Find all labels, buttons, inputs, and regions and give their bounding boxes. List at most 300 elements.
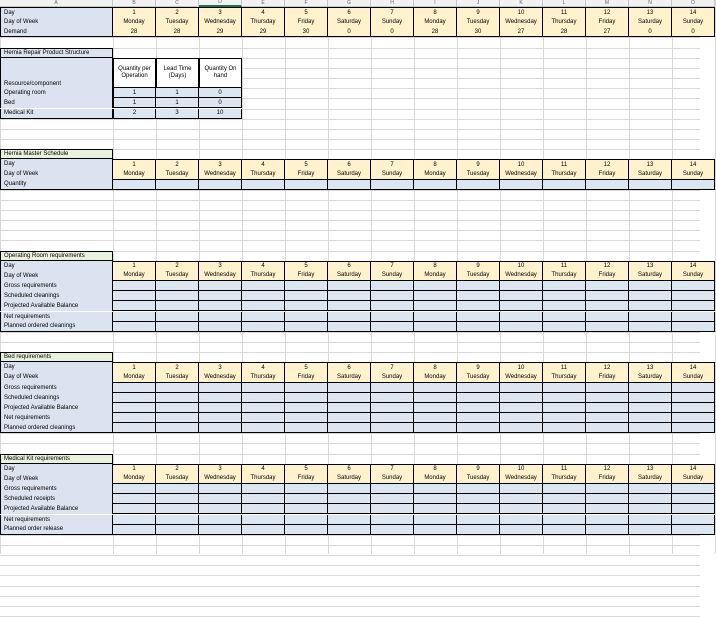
input-cell[interactable] xyxy=(500,383,543,393)
input-cell[interactable] xyxy=(457,291,500,301)
day-cell[interactable]: 14 xyxy=(672,464,715,474)
day-cell[interactable]: 8 xyxy=(414,362,457,372)
input-cell[interactable] xyxy=(113,281,156,291)
input-cell[interactable] xyxy=(156,423,199,433)
weekday-cell[interactable]: Friday xyxy=(586,169,629,179)
input-cell[interactable] xyxy=(414,301,457,311)
input-cell[interactable] xyxy=(672,180,715,190)
weekday-cell[interactable]: Wednesday xyxy=(199,372,242,382)
input-cell[interactable] xyxy=(328,494,371,504)
weekday-cell[interactable]: Friday xyxy=(586,474,629,484)
day-cell[interactable]: 7 xyxy=(371,7,414,17)
input-cell[interactable] xyxy=(543,413,586,423)
day-cell[interactable]: 11 xyxy=(543,362,586,372)
weekday-cell[interactable]: Thursday xyxy=(543,271,586,281)
input-cell[interactable] xyxy=(328,291,371,301)
input-cell[interactable] xyxy=(629,180,672,190)
day-cell[interactable]: 3 xyxy=(199,261,242,271)
input-cell[interactable] xyxy=(629,423,672,433)
column-header-f[interactable]: F xyxy=(285,0,328,7)
input-cell[interactable] xyxy=(113,515,156,525)
resource-value-cell[interactable]: 2 xyxy=(113,109,156,119)
day-cell[interactable]: 4 xyxy=(242,261,285,271)
day-cell[interactable]: 13 xyxy=(629,159,672,169)
input-cell[interactable] xyxy=(285,312,328,322)
input-cell[interactable] xyxy=(586,504,629,514)
day-cell[interactable]: 2 xyxy=(156,464,199,474)
row-label[interactable]: Day xyxy=(0,159,113,169)
input-cell[interactable] xyxy=(371,301,414,311)
column-header-o[interactable]: O xyxy=(672,0,715,7)
input-cell[interactable] xyxy=(285,515,328,525)
row-label[interactable]: Day of Week xyxy=(0,474,113,484)
weekday-cell[interactable]: Tuesday xyxy=(156,474,199,484)
day-cell[interactable]: 1 xyxy=(113,261,156,271)
input-cell[interactable] xyxy=(199,322,242,332)
input-cell[interactable] xyxy=(457,423,500,433)
demand-cell[interactable]: 30 xyxy=(285,27,328,37)
input-cell[interactable] xyxy=(543,301,586,311)
day-cell[interactable]: 10 xyxy=(500,7,543,17)
input-cell[interactable] xyxy=(500,312,543,322)
input-cell[interactable] xyxy=(199,484,242,494)
weekday-cell[interactable]: Thursday xyxy=(242,169,285,179)
weekday-cell[interactable]: Wednesday xyxy=(199,169,242,179)
input-cell[interactable] xyxy=(457,504,500,514)
input-cell[interactable] xyxy=(414,504,457,514)
input-cell[interactable] xyxy=(285,180,328,190)
input-cell[interactable] xyxy=(371,403,414,413)
input-cell[interactable] xyxy=(113,494,156,504)
day-cell[interactable]: 11 xyxy=(543,464,586,474)
day-cell[interactable]: 9 xyxy=(457,159,500,169)
input-cell[interactable] xyxy=(457,403,500,413)
input-cell[interactable] xyxy=(586,281,629,291)
input-cell[interactable] xyxy=(500,484,543,494)
weekday-cell[interactable]: Sunday xyxy=(371,372,414,382)
input-cell[interactable] xyxy=(672,423,715,433)
weekday-cell[interactable]: Saturday xyxy=(629,271,672,281)
input-cell[interactable] xyxy=(586,484,629,494)
demand-cell[interactable]: 28 xyxy=(156,27,199,37)
input-cell[interactable] xyxy=(156,383,199,393)
input-cell[interactable] xyxy=(414,403,457,413)
input-cell[interactable] xyxy=(672,504,715,514)
input-cell[interactable] xyxy=(285,393,328,403)
input-cell[interactable] xyxy=(672,403,715,413)
input-cell[interactable] xyxy=(199,504,242,514)
input-cell[interactable] xyxy=(242,403,285,413)
row-label[interactable]: Gross requirements xyxy=(0,484,113,494)
input-cell[interactable] xyxy=(113,423,156,433)
demand-cell[interactable]: 30 xyxy=(457,27,500,37)
input-cell[interactable] xyxy=(586,291,629,301)
weekday-cell[interactable]: Monday xyxy=(414,271,457,281)
input-cell[interactable] xyxy=(500,403,543,413)
weekday-cell[interactable]: Monday xyxy=(113,474,156,484)
demand-cell[interactable]: 28 xyxy=(414,27,457,37)
day-cell[interactable]: 5 xyxy=(285,7,328,17)
demand-cell[interactable]: 0 xyxy=(672,27,715,37)
weekday-cell[interactable]: Monday xyxy=(113,17,156,27)
input-cell[interactable] xyxy=(543,393,586,403)
day-cell[interactable]: 3 xyxy=(199,7,242,17)
input-cell[interactable] xyxy=(457,494,500,504)
input-cell[interactable] xyxy=(199,525,242,535)
day-cell[interactable]: 8 xyxy=(414,261,457,271)
day-cell[interactable]: 13 xyxy=(629,261,672,271)
input-cell[interactable] xyxy=(285,403,328,413)
input-cell[interactable] xyxy=(242,423,285,433)
input-cell[interactable] xyxy=(457,281,500,291)
column-header-k[interactable]: K xyxy=(500,0,543,7)
row-label[interactable]: Gross requirements xyxy=(0,281,113,291)
input-cell[interactable] xyxy=(371,312,414,322)
input-cell[interactable] xyxy=(586,393,629,403)
demand-cell[interactable]: 27 xyxy=(500,27,543,37)
row-label[interactable]: Day xyxy=(0,261,113,271)
weekday-cell[interactable]: Tuesday xyxy=(457,169,500,179)
day-cell[interactable]: 5 xyxy=(285,464,328,474)
day-cell[interactable]: 6 xyxy=(328,7,371,17)
input-cell[interactable] xyxy=(199,312,242,322)
row-label[interactable]: Gross requirements xyxy=(0,383,113,393)
input-cell[interactable] xyxy=(500,494,543,504)
input-cell[interactable] xyxy=(500,525,543,535)
column-header-j[interactable]: J xyxy=(457,0,500,7)
weekday-cell[interactable]: Monday xyxy=(414,169,457,179)
input-cell[interactable] xyxy=(328,383,371,393)
input-cell[interactable] xyxy=(328,301,371,311)
column-header-c[interactable]: C xyxy=(156,0,199,7)
input-cell[interactable] xyxy=(672,281,715,291)
weekday-cell[interactable]: Friday xyxy=(586,271,629,281)
input-cell[interactable] xyxy=(242,383,285,393)
weekday-cell[interactable]: Sunday xyxy=(371,474,414,484)
weekday-cell[interactable]: Wednesday xyxy=(500,17,543,27)
input-cell[interactable] xyxy=(672,484,715,494)
input-cell[interactable] xyxy=(328,322,371,332)
input-cell[interactable] xyxy=(285,301,328,311)
weekday-cell[interactable]: Thursday xyxy=(543,169,586,179)
input-cell[interactable] xyxy=(414,494,457,504)
day-cell[interactable]: 14 xyxy=(672,7,715,17)
input-cell[interactable] xyxy=(199,494,242,504)
input-cell[interactable] xyxy=(543,403,586,413)
column-header-n[interactable]: N xyxy=(629,0,672,7)
input-cell[interactable] xyxy=(156,504,199,514)
day-cell[interactable]: 9 xyxy=(457,7,500,17)
input-cell[interactable] xyxy=(414,525,457,535)
day-cell[interactable]: 4 xyxy=(242,159,285,169)
weekday-cell[interactable]: Sunday xyxy=(672,17,715,27)
demand-cell[interactable]: 29 xyxy=(199,27,242,37)
row-label[interactable]: Scheduled receipts xyxy=(0,494,113,504)
input-cell[interactable] xyxy=(113,413,156,423)
input-cell[interactable] xyxy=(371,484,414,494)
input-cell[interactable] xyxy=(242,504,285,514)
weekday-cell[interactable]: Tuesday xyxy=(156,372,199,382)
input-cell[interactable] xyxy=(414,291,457,301)
weekday-cell[interactable]: Thursday xyxy=(242,372,285,382)
input-cell[interactable] xyxy=(414,484,457,494)
input-cell[interactable] xyxy=(629,515,672,525)
resource-value-cell[interactable]: 1 xyxy=(156,98,199,108)
input-cell[interactable] xyxy=(500,393,543,403)
row-label[interactable]: Projected Available Balance xyxy=(0,504,113,514)
input-cell[interactable] xyxy=(543,383,586,393)
input-cell[interactable] xyxy=(457,322,500,332)
input-cell[interactable] xyxy=(457,413,500,423)
input-cell[interactable] xyxy=(199,403,242,413)
input-cell[interactable] xyxy=(629,484,672,494)
input-cell[interactable] xyxy=(113,383,156,393)
input-cell[interactable] xyxy=(242,525,285,535)
day-cell[interactable]: 8 xyxy=(414,7,457,17)
input-cell[interactable] xyxy=(199,291,242,301)
input-cell[interactable] xyxy=(285,525,328,535)
input-cell[interactable] xyxy=(371,413,414,423)
day-cell[interactable]: 8 xyxy=(414,159,457,169)
input-cell[interactable] xyxy=(156,484,199,494)
day-cell[interactable]: 3 xyxy=(199,362,242,372)
input-cell[interactable] xyxy=(672,413,715,423)
weekday-cell[interactable]: Saturday xyxy=(629,169,672,179)
row-label[interactable]: Projected Available Balance xyxy=(0,403,113,413)
weekday-cell[interactable]: Saturday xyxy=(328,474,371,484)
column-header-a[interactable]: A xyxy=(0,0,113,7)
weekday-cell[interactable]: Thursday xyxy=(242,17,285,27)
weekday-cell[interactable]: Tuesday xyxy=(156,271,199,281)
input-cell[interactable] xyxy=(285,281,328,291)
row-label[interactable]: Net requirements xyxy=(0,312,113,322)
weekday-cell[interactable]: Monday xyxy=(113,372,156,382)
weekday-cell[interactable]: Thursday xyxy=(543,474,586,484)
weekday-cell[interactable]: Tuesday xyxy=(457,372,500,382)
input-cell[interactable] xyxy=(242,413,285,423)
day-cell[interactable]: 6 xyxy=(328,464,371,474)
weekday-cell[interactable]: Thursday xyxy=(543,17,586,27)
input-cell[interactable] xyxy=(156,393,199,403)
weekday-cell[interactable]: Tuesday xyxy=(156,17,199,27)
weekday-cell[interactable]: Sunday xyxy=(371,169,414,179)
input-cell[interactable] xyxy=(414,423,457,433)
input-cell[interactable] xyxy=(371,383,414,393)
row-label[interactable]: Quantity xyxy=(0,180,113,190)
day-cell[interactable]: 4 xyxy=(242,7,285,17)
weekday-cell[interactable]: Monday xyxy=(113,271,156,281)
weekday-cell[interactable]: Tuesday xyxy=(457,474,500,484)
weekday-cell[interactable]: Friday xyxy=(285,474,328,484)
input-cell[interactable] xyxy=(242,484,285,494)
weekday-cell[interactable]: Saturday xyxy=(328,169,371,179)
input-cell[interactable] xyxy=(629,312,672,322)
input-cell[interactable] xyxy=(629,393,672,403)
day-cell[interactable]: 5 xyxy=(285,362,328,372)
day-cell[interactable]: 9 xyxy=(457,261,500,271)
day-cell[interactable]: 8 xyxy=(414,464,457,474)
day-cell[interactable]: 5 xyxy=(285,159,328,169)
input-cell[interactable] xyxy=(242,312,285,322)
input-cell[interactable] xyxy=(414,322,457,332)
input-cell[interactable] xyxy=(328,525,371,535)
input-cell[interactable] xyxy=(629,322,672,332)
input-cell[interactable] xyxy=(156,180,199,190)
column-header-m[interactable]: M xyxy=(586,0,629,7)
day-cell[interactable]: 3 xyxy=(199,159,242,169)
day-cell[interactable]: 7 xyxy=(371,362,414,372)
weekday-cell[interactable]: Sunday xyxy=(371,17,414,27)
input-cell[interactable] xyxy=(328,484,371,494)
input-cell[interactable] xyxy=(543,423,586,433)
weekday-cell[interactable]: Saturday xyxy=(629,17,672,27)
input-cell[interactable] xyxy=(500,413,543,423)
input-cell[interactable] xyxy=(500,515,543,525)
input-cell[interactable] xyxy=(672,322,715,332)
weekday-cell[interactable]: Friday xyxy=(285,271,328,281)
day-cell[interactable]: 12 xyxy=(586,464,629,474)
input-cell[interactable] xyxy=(457,383,500,393)
input-cell[interactable] xyxy=(672,312,715,322)
input-cell[interactable] xyxy=(199,515,242,525)
row-label[interactable]: Day of Week xyxy=(0,169,113,179)
input-cell[interactable] xyxy=(457,393,500,403)
input-cell[interactable] xyxy=(242,494,285,504)
input-cell[interactable] xyxy=(328,180,371,190)
day-cell[interactable]: 11 xyxy=(543,7,586,17)
input-cell[interactable] xyxy=(113,525,156,535)
input-cell[interactable] xyxy=(199,180,242,190)
input-cell[interactable] xyxy=(156,413,199,423)
input-cell[interactable] xyxy=(586,322,629,332)
weekday-cell[interactable]: Wednesday xyxy=(500,271,543,281)
day-cell[interactable]: 1 xyxy=(113,464,156,474)
input-cell[interactable] xyxy=(629,504,672,514)
input-cell[interactable] xyxy=(629,281,672,291)
input-cell[interactable] xyxy=(371,423,414,433)
input-cell[interactable] xyxy=(156,403,199,413)
input-cell[interactable] xyxy=(500,281,543,291)
input-cell[interactable] xyxy=(500,180,543,190)
input-cell[interactable] xyxy=(242,291,285,301)
weekday-cell[interactable]: Sunday xyxy=(672,271,715,281)
input-cell[interactable] xyxy=(328,312,371,322)
demand-cell[interactable]: 28 xyxy=(113,27,156,37)
day-cell[interactable]: 2 xyxy=(156,159,199,169)
input-cell[interactable] xyxy=(285,504,328,514)
day-cell[interactable]: 12 xyxy=(586,7,629,17)
input-cell[interactable] xyxy=(586,525,629,535)
input-cell[interactable] xyxy=(672,383,715,393)
day-cell[interactable]: 11 xyxy=(543,261,586,271)
input-cell[interactable] xyxy=(371,504,414,514)
input-cell[interactable] xyxy=(371,515,414,525)
input-cell[interactable] xyxy=(500,322,543,332)
input-cell[interactable] xyxy=(328,423,371,433)
input-cell[interactable] xyxy=(199,393,242,403)
weekday-cell[interactable]: Monday xyxy=(414,17,457,27)
day-cell[interactable]: 10 xyxy=(500,362,543,372)
input-cell[interactable] xyxy=(371,322,414,332)
input-cell[interactable] xyxy=(414,413,457,423)
input-cell[interactable] xyxy=(543,312,586,322)
input-cell[interactable] xyxy=(414,515,457,525)
weekday-cell[interactable]: Saturday xyxy=(629,474,672,484)
day-cell[interactable]: 12 xyxy=(586,159,629,169)
input-cell[interactable] xyxy=(113,403,156,413)
demand-cell[interactable]: 0 xyxy=(328,27,371,37)
input-cell[interactable] xyxy=(285,383,328,393)
input-cell[interactable] xyxy=(629,494,672,504)
input-cell[interactable] xyxy=(199,383,242,393)
row-label[interactable]: Scheduled cleanings xyxy=(0,291,113,301)
input-cell[interactable] xyxy=(113,180,156,190)
input-cell[interactable] xyxy=(285,484,328,494)
input-cell[interactable] xyxy=(672,515,715,525)
day-cell[interactable]: 11 xyxy=(543,159,586,169)
day-cell[interactable]: 6 xyxy=(328,362,371,372)
weekday-cell[interactable]: Friday xyxy=(586,372,629,382)
input-cell[interactable] xyxy=(113,291,156,301)
day-cell[interactable]: 6 xyxy=(328,159,371,169)
day-cell[interactable]: 12 xyxy=(586,261,629,271)
day-cell[interactable]: 1 xyxy=(113,159,156,169)
weekday-cell[interactable]: Wednesday xyxy=(199,474,242,484)
weekday-cell[interactable]: Wednesday xyxy=(199,271,242,281)
input-cell[interactable] xyxy=(543,322,586,332)
input-cell[interactable] xyxy=(285,291,328,301)
row-label[interactable]: Planned ordered cleanings xyxy=(0,423,113,433)
weekday-cell[interactable]: Thursday xyxy=(543,372,586,382)
day-cell[interactable]: 4 xyxy=(242,362,285,372)
day-cell[interactable]: 10 xyxy=(500,261,543,271)
row-label[interactable]: Day xyxy=(0,362,113,372)
input-cell[interactable] xyxy=(371,494,414,504)
day-cell[interactable]: 7 xyxy=(371,464,414,474)
day-cell[interactable]: 4 xyxy=(242,464,285,474)
day-cell[interactable]: 10 xyxy=(500,159,543,169)
input-cell[interactable] xyxy=(156,515,199,525)
resource-value-cell[interactable]: 1 xyxy=(156,88,199,98)
input-cell[interactable] xyxy=(242,322,285,332)
weekday-cell[interactable]: Monday xyxy=(414,372,457,382)
column-header-d[interactable]: D xyxy=(199,0,242,7)
input-cell[interactable] xyxy=(199,281,242,291)
input-cell[interactable] xyxy=(371,291,414,301)
input-cell[interactable] xyxy=(543,494,586,504)
input-cell[interactable] xyxy=(543,525,586,535)
column-header-l[interactable]: L xyxy=(543,0,586,7)
input-cell[interactable] xyxy=(113,393,156,403)
weekday-cell[interactable]: Monday xyxy=(113,169,156,179)
input-cell[interactable] xyxy=(371,180,414,190)
resource-value-cell[interactable]: 1 xyxy=(113,88,156,98)
weekday-cell[interactable]: Wednesday xyxy=(500,372,543,382)
input-cell[interactable] xyxy=(328,504,371,514)
row-label[interactable]: Day xyxy=(0,464,113,474)
input-cell[interactable] xyxy=(457,525,500,535)
demand-cell[interactable]: 0 xyxy=(371,27,414,37)
input-cell[interactable] xyxy=(242,301,285,311)
resource-value-cell[interactable]: 0 xyxy=(199,88,242,98)
input-cell[interactable] xyxy=(500,504,543,514)
demand-cell[interactable]: 28 xyxy=(543,27,586,37)
input-cell[interactable] xyxy=(500,291,543,301)
input-cell[interactable] xyxy=(586,301,629,311)
input-cell[interactable] xyxy=(543,484,586,494)
input-cell[interactable] xyxy=(414,281,457,291)
resource-value-cell[interactable]: 10 xyxy=(199,109,242,119)
